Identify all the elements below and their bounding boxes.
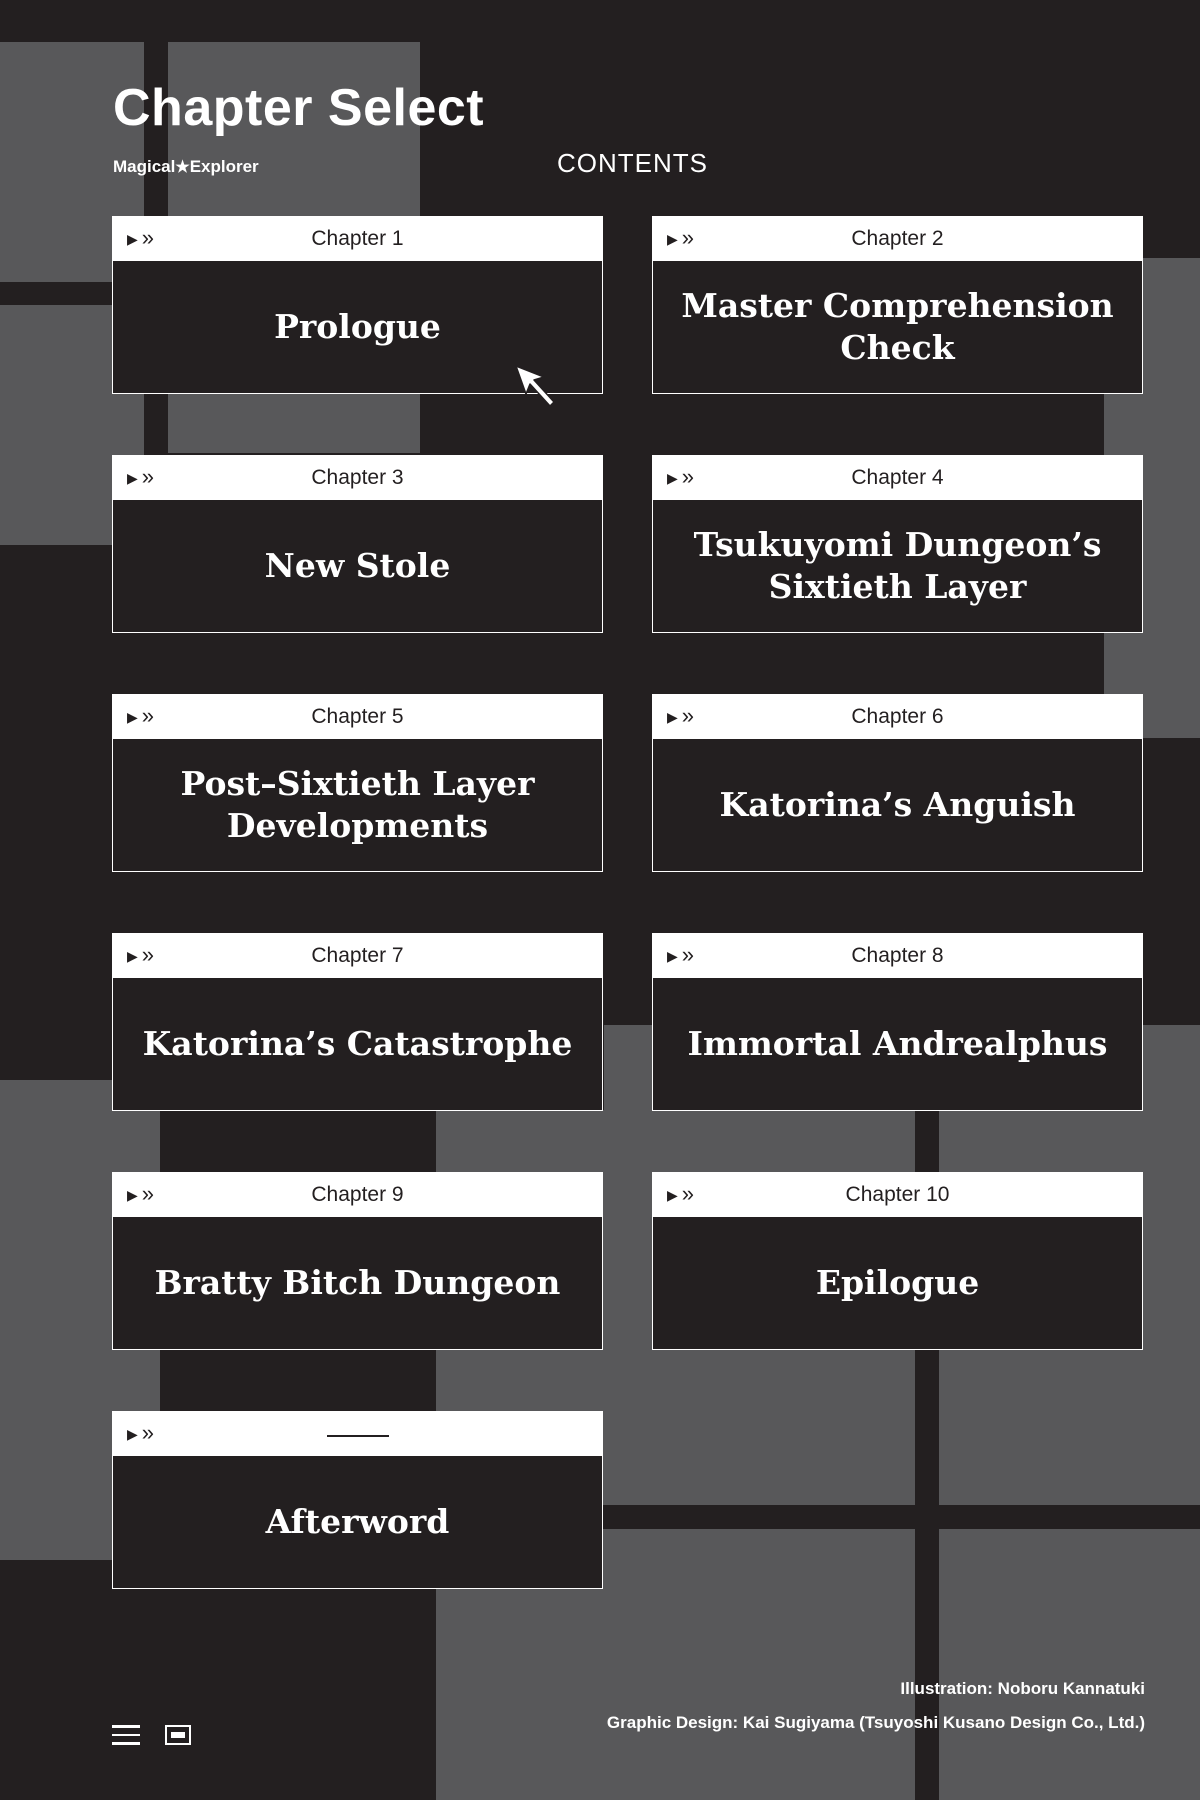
play-icon: ▶ <box>127 947 138 964</box>
menu-icon-line <box>112 1742 140 1745</box>
fast-forward-icon: » <box>681 702 695 728</box>
play-icon: ▶ <box>127 469 138 486</box>
logo-word-explorer: Explorer <box>189 157 259 176</box>
chapter-card-header <box>653 217 1142 261</box>
chapter-number: Chapter 4 <box>851 466 944 489</box>
play-icon: ▶ <box>667 230 678 247</box>
play-forward-icon <box>127 1412 154 1456</box>
illustration-credit: Illustration: Noboru Kannatuki <box>900 1679 1145 1698</box>
dash-placeholder <box>327 1435 389 1437</box>
chapter-number: Chapter 1 <box>311 227 404 250</box>
chapter-card-header <box>653 1173 1142 1217</box>
fast-forward-icon: » <box>141 941 155 967</box>
chapter-title: Afterword <box>265 1501 450 1541</box>
chapter-card-5[interactable] <box>112 694 603 872</box>
chapter-card-4[interactable] <box>652 455 1143 633</box>
chapter-number: Chapter 7 <box>311 944 404 967</box>
chapter-card-header <box>113 1173 602 1217</box>
fast-forward-icon: » <box>141 224 155 250</box>
fast-forward-icon: » <box>141 1180 155 1206</box>
chapter-card-header <box>113 1412 602 1456</box>
logo-word-magical: Magical <box>113 157 176 176</box>
chapter-number: Chapter 2 <box>851 227 944 250</box>
chapter-title: New Stole <box>264 545 451 585</box>
chapter-number: Chapter 8 <box>851 944 944 967</box>
chapter-card-6[interactable] <box>652 694 1143 872</box>
fast-forward-icon: » <box>681 463 695 489</box>
chapter-card-10[interactable] <box>652 1172 1143 1350</box>
play-icon: ▶ <box>667 947 678 964</box>
chapter-title: Katorina’s Anguish <box>719 784 1076 824</box>
chapter-card-header <box>113 217 602 261</box>
window-mode-icon[interactable] <box>165 1725 191 1745</box>
chapter-card-7[interactable] <box>112 933 603 1111</box>
menu-icon[interactable] <box>112 1725 140 1745</box>
chapter-card-3[interactable] <box>112 455 603 633</box>
chapter-card-2[interactable] <box>652 216 1143 394</box>
chapter-title: Post–Sixtieth Layer Developments <box>180 763 535 845</box>
afterword-card[interactable] <box>112 1411 603 1589</box>
chapter-number: Chapter 9 <box>311 1183 404 1206</box>
play-icon: ▶ <box>667 1186 678 1203</box>
chapter-card-header <box>653 456 1142 500</box>
play-icon: ▶ <box>127 1186 138 1203</box>
chapter-title: Katorina’s Catastrophe <box>142 1023 573 1063</box>
menu-icon-line <box>112 1734 140 1737</box>
chapter-card-9[interactable] <box>112 1172 603 1350</box>
mouse-cursor-icon <box>514 364 558 408</box>
chapter-title: Master Comprehension Check <box>681 285 1114 367</box>
fast-forward-icon: » <box>141 702 155 728</box>
play-icon: ▶ <box>127 1425 138 1442</box>
play-icon: ▶ <box>667 708 678 725</box>
chapter-title: Immortal Andrealphus <box>687 1023 1108 1063</box>
fast-forward-icon: » <box>141 463 155 489</box>
fast-forward-icon: » <box>681 1180 695 1206</box>
fast-forward-icon: » <box>141 1419 155 1445</box>
chapter-card-header <box>653 695 1142 739</box>
chapter-card-header <box>113 456 602 500</box>
credits <box>607 1672 1145 1740</box>
graphic-design-credit: Graphic Design: Kai Sugiyama (Tsuyoshi Kusano Design Co., Ltd.) <box>606 1713 1145 1732</box>
chapter-number: Chapter 5 <box>311 705 404 728</box>
chapter-card-header <box>113 934 602 978</box>
chapter-title: Epilogue <box>815 1262 980 1302</box>
contents-label: CONTENTS <box>557 148 708 178</box>
chapter-number: Chapter 10 <box>845 1183 950 1206</box>
chapter-number: Chapter 6 <box>851 705 944 728</box>
play-icon: ▶ <box>127 708 138 725</box>
chapter-title: Tsukuyomi Dungeon’s Sixtieth Layer <box>693 524 1102 606</box>
game-logo-text <box>113 157 259 177</box>
chapter-title: Prologue <box>274 306 441 346</box>
menu-icon-line <box>112 1725 140 1728</box>
chapter-card-8[interactable] <box>652 933 1143 1111</box>
fast-forward-icon: » <box>681 941 695 967</box>
play-icon: ▶ <box>127 230 138 247</box>
chapter-title: Bratty Bitch Dungeon <box>154 1262 561 1302</box>
chapter-number: Chapter 3 <box>311 466 404 489</box>
page-title: Chapter Select <box>113 79 485 137</box>
chapter-card-header <box>113 695 602 739</box>
chapter-card-header <box>653 934 1142 978</box>
star-icon: ★ <box>175 159 190 176</box>
fast-forward-icon: » <box>681 224 695 250</box>
play-icon: ▶ <box>667 469 678 486</box>
